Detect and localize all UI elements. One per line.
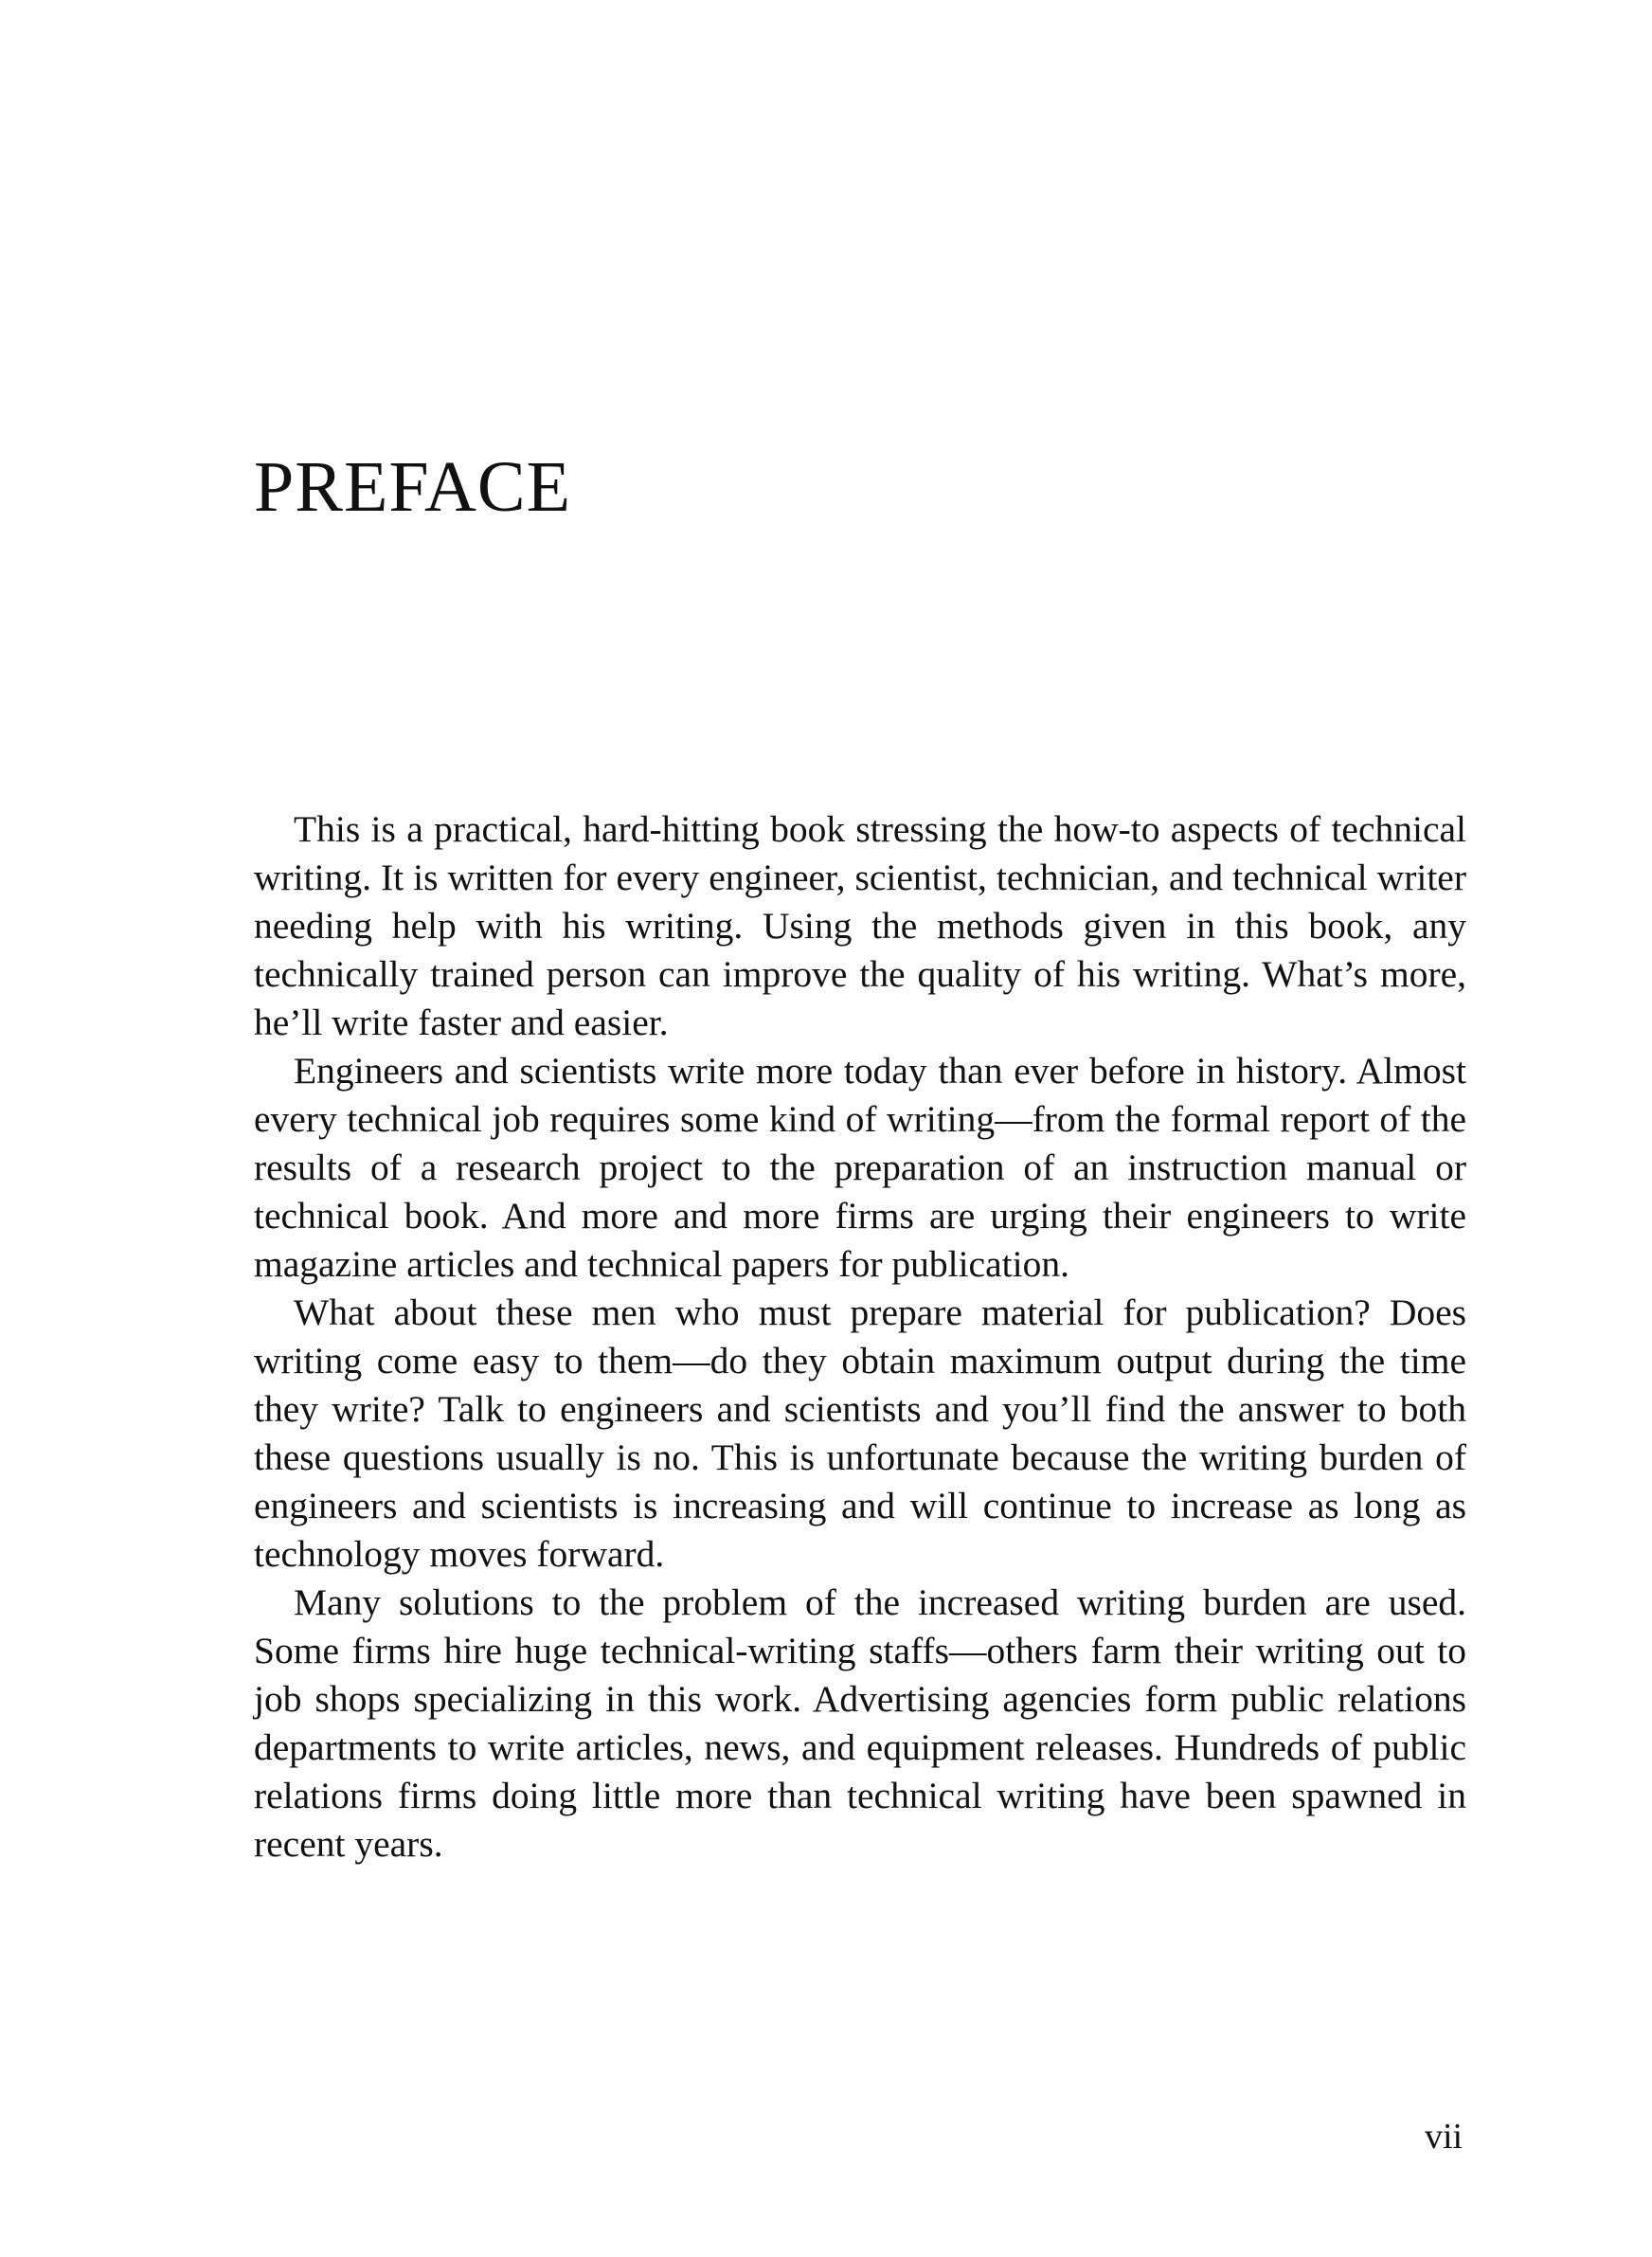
- paragraph-1: This is a practical, hard-hitting book stressing the how-to aspects of technical writing. It is written for every engineer, scientist, technician, and technical writer needing help with his writing. Using the methods given in this book, any technically trained person can improve the quality of his writing. What’s more, he’ll write faster and easier.: [254, 808, 1466, 1043]
- paragraph-4: Many solutions to the problem of the increased writing burden are used. Some firms hire huge technical-writing staffs—others farm their writing out to job shops specializing in this work. Advertising agencies form public relations departments to write articles, news, and equipment releases. Hundreds of public relations firms doing little more than technical writing have been spawned in recent years.: [254, 1581, 1466, 1865]
- paragraph-3: What about these men who must prepare material for publication? Does writing come easy to them—do they obtain maximum output during the time they write? Talk to engineers and scientists and you’ll find the answer to both these questions usually is no. This is unfortunate because the writing burden of engineers and scientists is increasing and will continue to increase as long as technology moves forward.: [254, 1291, 1466, 1575]
- page-number: vii: [1425, 2117, 1463, 2157]
- paragraph-2: Engineers and scientists write more today than ever before in history. Almost every technical job requires some kind of writing—from the formal report of the results of a research project to the preparation of an instruction manual or technical book. And more and more firms are urging their engineers to write magazine articles and technical papers for publication.: [254, 1050, 1466, 1285]
- preface-body: [254, 805, 1466, 1869]
- page-title: PREFACE: [254, 447, 572, 527]
